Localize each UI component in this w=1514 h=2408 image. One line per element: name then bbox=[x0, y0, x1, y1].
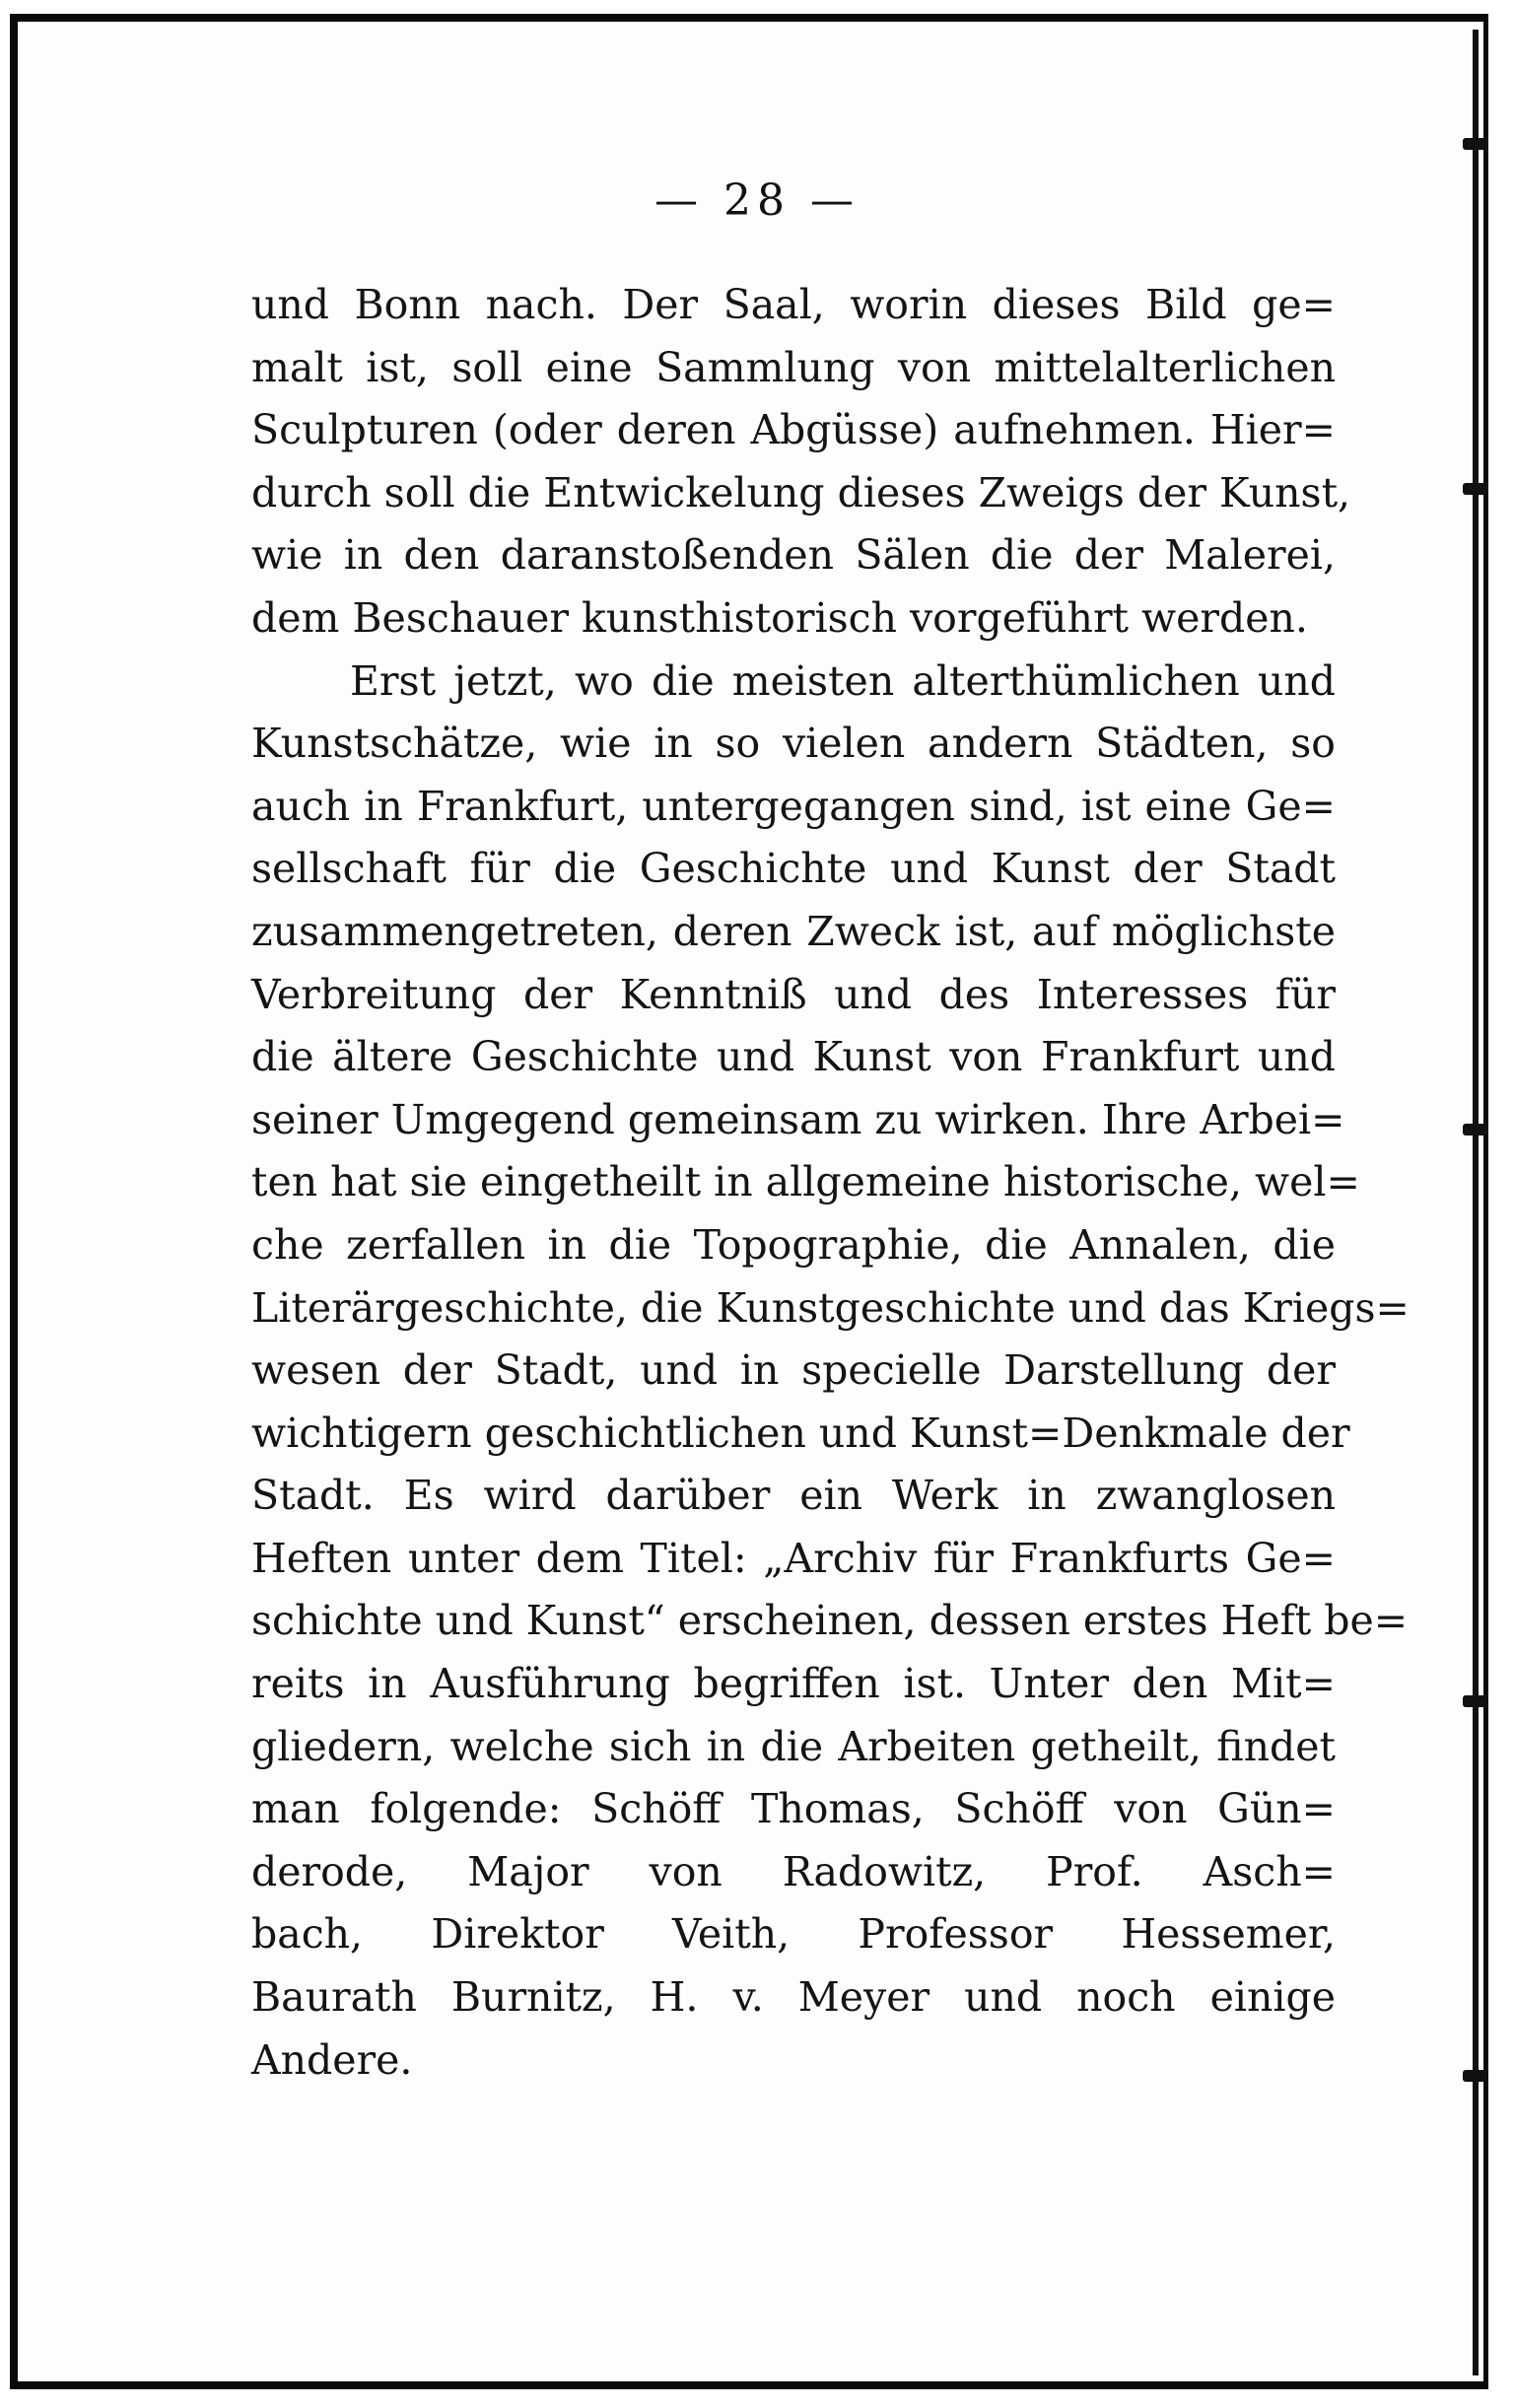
text-line: bach, Direktor Veith, Professor Hessemer, bbox=[251, 1910, 1336, 1959]
edge-mark bbox=[1463, 1695, 1488, 1707]
text-line: durch soll die Entwickelung dieses Zweigs der Kunst, bbox=[251, 468, 1351, 516]
text-line: dem Beschauer kunsthistorisch vorgeführt werden. bbox=[251, 593, 1308, 642]
text-line: Andere. bbox=[251, 2035, 413, 2084]
text-line: malt ist, soll eine Sammlung von mittelalterlichen bbox=[251, 343, 1336, 391]
text-line: che zerfallen in die Topographie, die Annalen, die bbox=[251, 1220, 1336, 1269]
edge-mark bbox=[1463, 1124, 1488, 1135]
edge-mark bbox=[1463, 2070, 1488, 2082]
text-line: schichte und Kunst“ erscheinen, dessen erstes Heft be= bbox=[251, 1597, 1409, 1645]
text-line: Kunstschätze, wie in so vielen andern Städten, so bbox=[251, 720, 1336, 768]
text-line: reits in Ausführung begriffen ist. Unter den Mit= bbox=[251, 1660, 1336, 1708]
text-line: die ältere Geschichte und Kunst von Frankfurt und bbox=[251, 1033, 1336, 1081]
text-line: sellschaft für die Geschichte und Kunst der Stadt bbox=[251, 845, 1336, 893]
text-line: gliedern, welche sich in die Arbeiten getheilt, findet bbox=[251, 1722, 1336, 1770]
text-line: Literärgeschichte, die Kunstgeschichte und das Kriegs= bbox=[251, 1283, 1410, 1332]
text-line: man folgende: Schöff Thomas, Schöff von Gün= bbox=[251, 1785, 1336, 1833]
paragraph bbox=[251, 651, 1410, 2093]
text-line: Stadt. Es wird darüber ein Werk in zwanglosen bbox=[251, 1472, 1336, 1520]
text-line: seiner Umgegend gemeinsam zu wirken. Ihre Arbei= bbox=[251, 1095, 1345, 1143]
text-line: Baurath Burnitz, H. v. Meyer und noch einige bbox=[251, 1973, 1336, 2022]
text-line: und Bonn nach. Der Saal, worin dieses Bild ge= bbox=[251, 281, 1336, 328]
text-line: wichtigern geschichtlichen und Kunst=Denkmale der bbox=[251, 1409, 1350, 1457]
text-line: wesen der Stadt, und in specielle Darstellung der bbox=[251, 1346, 1336, 1395]
paragraph bbox=[251, 274, 1351, 651]
text-line: Verbreitung der Kenntniß und des Interesses für bbox=[251, 970, 1336, 1018]
page-number: — 28 — bbox=[654, 175, 860, 226]
text-line: Sculpturen (oder deren Abgüsse) aufnehmen. Hier= bbox=[251, 406, 1336, 454]
text-line: zusammengetreten, deren Zweck ist, auf möglichste bbox=[251, 907, 1336, 955]
text-line: Erst jetzt, wo die meisten alterthümlichen und bbox=[350, 656, 1336, 705]
body-text bbox=[251, 274, 1410, 2092]
edge-mark bbox=[1463, 483, 1488, 495]
text-line: auch in Frankfurt, untergegangen sind, ist eine Ge= bbox=[251, 782, 1336, 830]
text-line: Heften unter dem Titel: „Archiv für Frankfurts Ge= bbox=[251, 1534, 1336, 1582]
text-line: derode, Major von Radowitz, Prof. Asch= bbox=[251, 1847, 1336, 1895]
text-line: wie in den daranstoßenden Sälen die der Malerei, bbox=[251, 531, 1336, 580]
page-edge bbox=[1473, 30, 1479, 2375]
text-line: ten hat sie eingetheilt in allgemeine historische, wel= bbox=[251, 1158, 1360, 1206]
edge-mark bbox=[1463, 138, 1488, 150]
